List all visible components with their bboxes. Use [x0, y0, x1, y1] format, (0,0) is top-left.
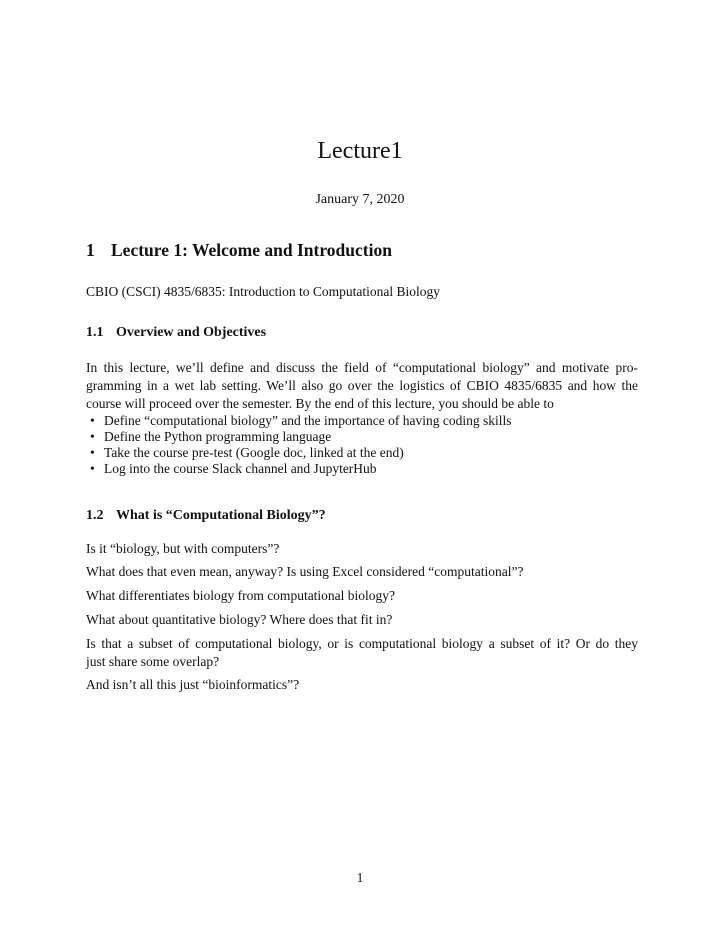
question-paragraph: What does that even mean, anyway? Is using Excel considered “computational”? — [86, 564, 524, 579]
bullet-icon: • — [90, 413, 95, 428]
bullet-icon: • — [90, 445, 95, 460]
section-number: 1.2 — [86, 508, 104, 523]
question-line: Is that a subset of computational biology, or is computational biology a subset of it? Or do they — [86, 636, 638, 651]
section-heading-1 — [86, 240, 392, 261]
intro-line: gramming in a wet lab setting. We’ll also go over the logistics of CBIO 4835/6835 and how the — [86, 378, 638, 393]
list-item-text: Define “computational biology” and the importance of having coding skills — [104, 413, 512, 428]
question-paragraph — [86, 635, 638, 671]
course-line: CBIO (CSCI) 4835/6835: Introduction to Computational Biology — [86, 284, 440, 299]
section-title: What is “Computational Biology”? — [116, 508, 326, 523]
list-item — [86, 429, 638, 445]
list-item-text: Log into the course Slack channel and JupyterHub — [104, 461, 377, 476]
page-number: 1 — [356, 870, 364, 885]
question-line: just share some overlap? — [86, 654, 220, 669]
objectives-list — [86, 413, 638, 477]
section-title: Lecture 1: Welcome and Introduction — [111, 240, 392, 260]
question-paragraph: Is it “biology, but with computers”? — [86, 541, 280, 556]
document-title: Lecture1 — [317, 138, 403, 164]
list-item-text: Define the Python programming language — [104, 429, 332, 444]
section-heading-1-1 — [86, 325, 266, 341]
list-item — [86, 445, 638, 461]
bullet-icon: • — [90, 461, 95, 476]
intro-paragraph — [86, 359, 638, 413]
section-heading-1-2 — [86, 508, 326, 524]
list-item-text: Take the course pre-test (Google doc, linked at the end) — [104, 445, 404, 460]
bullet-icon: • — [90, 429, 95, 444]
question-paragraph: And isn’t all this just “bioinformatics”? — [86, 677, 300, 692]
section-number: 1.1 — [86, 325, 104, 340]
list-item — [86, 413, 638, 429]
intro-line: In this lecture, we’ll define and discuss the field of “computational biology” and motivate pro- — [86, 360, 638, 375]
section-number: 1 — [86, 240, 95, 260]
question-paragraph: What about quantitative biology? Where does that fit in? — [86, 612, 393, 627]
intro-line: course will proceed over the semester. By the end of this lecture, you should be able to — [86, 396, 554, 411]
section-title: Overview and Objectives — [116, 325, 267, 340]
list-item — [86, 461, 638, 477]
document-date: January 7, 2020 — [315, 192, 405, 207]
question-paragraph: What differentiates biology from computational biology? — [86, 588, 396, 603]
